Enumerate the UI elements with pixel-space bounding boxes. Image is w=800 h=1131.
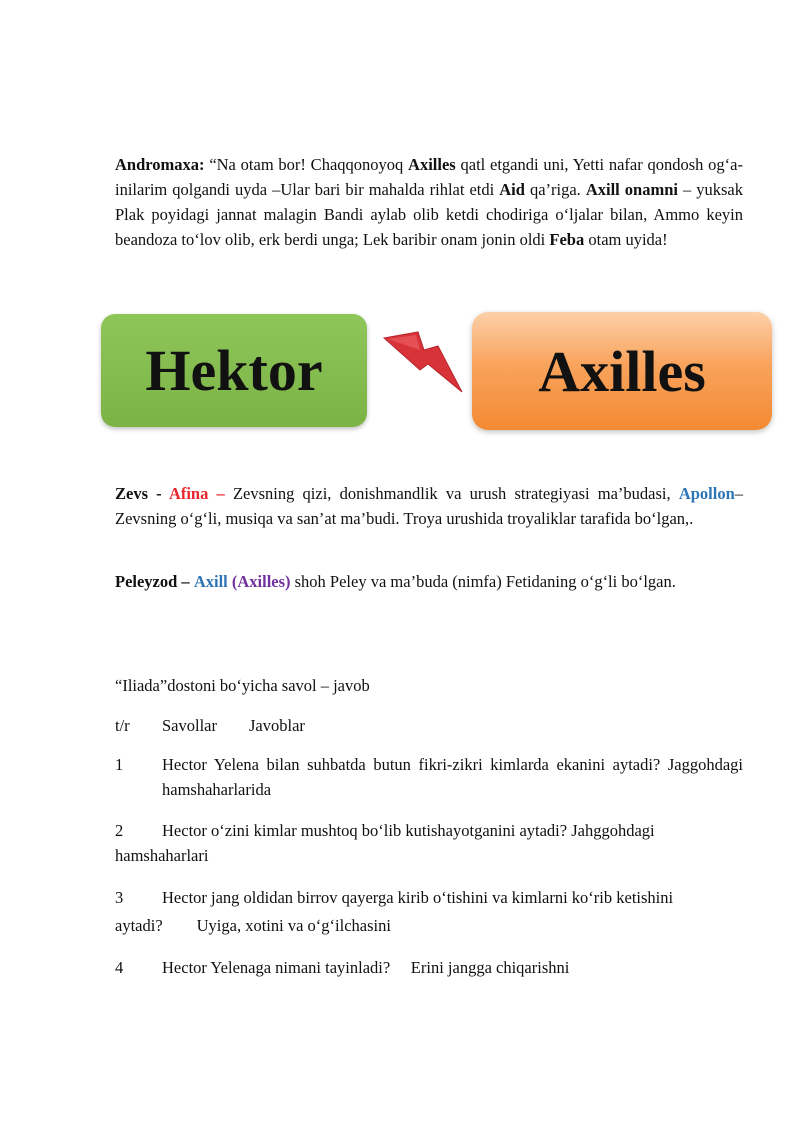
text-segment: qatl etgandi uni, Yetti nafar qondosh og‘a-inilarim qolgandi uyda –Ular bari bir mahalda rihlat etdi [115,155,743,199]
bold-name: Axilles [408,155,456,174]
row-text: Hector Yelenaga nimani tayinladi? Erini jangga chiqarishni [162,958,570,977]
row-answer: Uyiga, xotini va oʻgʻilchasini [196,916,391,935]
qa-row [115,818,743,843]
text-segment: shoh Peley va ma’buda (nimfa) Fetidaning o‘g‘li bo‘lgan. [290,572,676,591]
row-number: 3 [115,888,124,907]
row-text: Hector Yelena bilan suhbatda butun fikri-zikri kimlarda ekanini aytadi? Jaggohdagi hamshaharlarida [162,755,743,799]
bold-name: Aid [499,180,525,199]
text-segment: - [148,484,169,503]
row-number: 1 [115,755,124,774]
red-name: Afina – [168,484,225,503]
blue-name: Axill [193,572,228,591]
row-text: aytadi? [115,916,163,935]
row-number: 2 [115,821,124,840]
text-segment: qa’riga. [524,180,586,199]
blue-name: Apollon [678,484,735,503]
row-text: Hector jang oldidan birrov qayerga kirib oʻtishini va kimlarni koʻrib ketishini [162,888,674,907]
text-segment: Zevsning qizi, donishmandlik va urush strategiyasi ma’budasi, [224,484,679,503]
text-segment: otam uyida! [584,230,668,249]
peleyzod-paragraph [115,569,743,594]
qa-row-continuation: hamshaharlari [115,846,209,865]
header-num: t/r [115,716,130,735]
andromaxa-paragraph [115,152,743,252]
axilles-label: Axilles [538,338,706,404]
qa-row [115,752,743,802]
hektor-banner [101,314,367,427]
qa-row-continuation [115,913,743,938]
header-questions: Savollar [162,716,217,735]
bold-name: Peleyzod – [115,572,190,591]
header-answers: Javoblar [249,716,305,735]
axilles-banner [472,312,772,430]
qa-row [115,955,743,980]
hektor-label: Hektor [145,338,323,403]
bold-name: Axill onamni [585,180,678,199]
qa-heading: “Iliada”dostoni boʻyicha savol – javob [115,676,370,695]
purple-name: (Axilles) [231,572,291,591]
bold-name: Feba [549,230,585,249]
text-segment: – yuksak Plak poyidagi jannat malagin Bandi aylab olib ketdi chodiriga o‘ljalar bilan, Ammo keyin beandoza to‘lov olib, erk berdi unga; Lek baribir onam jonin oldi [115,180,743,249]
row-text: Hector oʻzini kimlar mushtoq boʻlib kutishayotganini aytadi? Jahggohdagi [162,821,655,840]
speaker-name: Andromaxa: [115,155,205,174]
qa-header-row [115,713,743,738]
zevs-paragraph [115,481,743,531]
text-segment: – Zevsning o‘g‘li, musiqa va san’at ma’budi. Troya urushida troyaliklar tarafida bo‘lgan,. [115,484,743,528]
lightning-bolt-icon [380,330,466,396]
text-segment: “Na otam bor! Chaqqonoyoq [204,155,409,174]
row-number: 4 [115,958,124,977]
bold-name: Zevs [115,484,148,503]
qa-row [115,885,743,910]
